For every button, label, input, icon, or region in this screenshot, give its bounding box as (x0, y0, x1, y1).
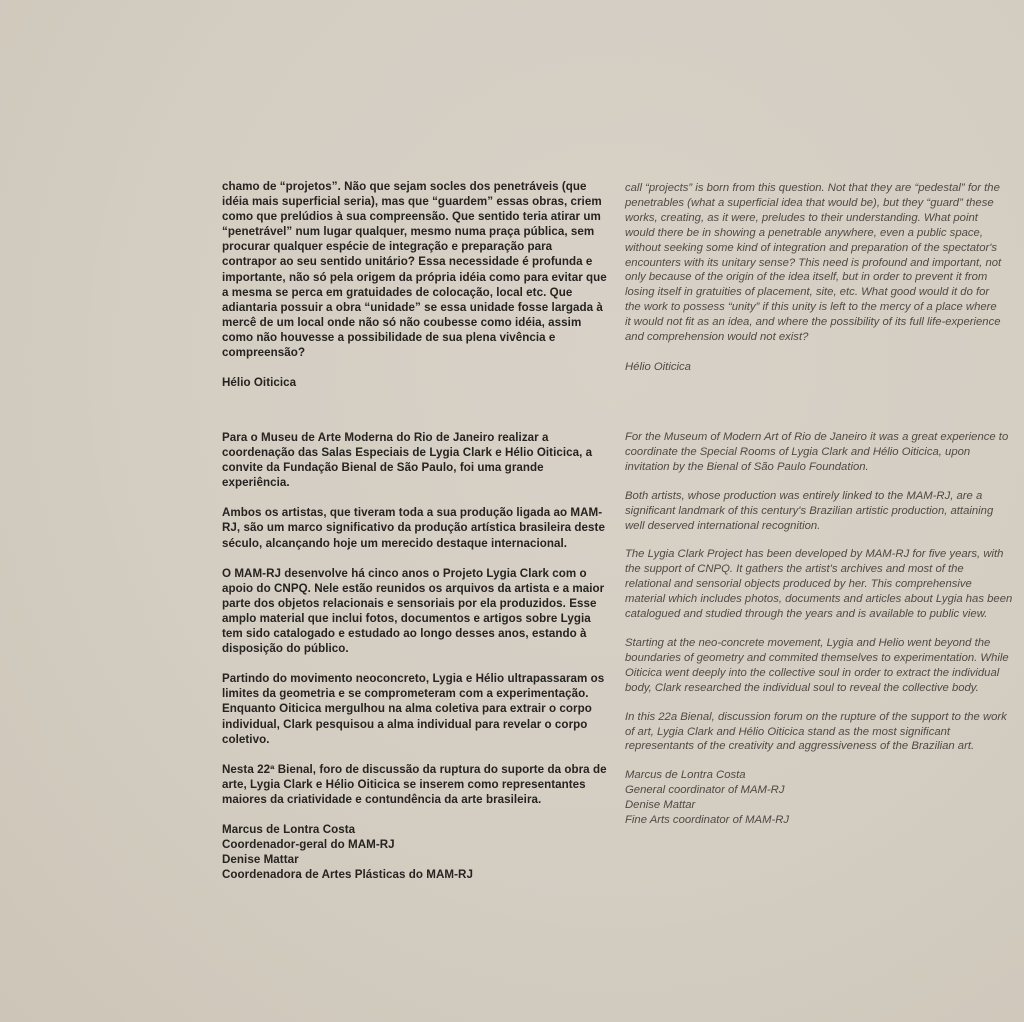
bottom-english-block (625, 430, 1017, 828)
bottom-english-signature: Marcus de Lontra Costa General coordinator of MAM-RJ Denise Mattar Fine Arts coordinator of MAM-RJ (625, 769, 790, 827)
bottom-portuguese-paragraph-2: Ambos os artistas, que tiveram toda a sua produção ligada ao MAM- RJ, são um marco significativo da produção artística brasileira deste século, alcançando hoje um merecido destaque internacional. (222, 506, 605, 550)
top-english-block (625, 181, 1017, 375)
top-portuguese-signature: Hélio Oiticica (222, 376, 297, 390)
bottom-english-paragraph-4: Starting at the neo-concrete movement, Lygia and Helio went beyond the boundaries of geometry and commited themselves to experimentation. While Oiticica went deeply into the collective soul in order to extract the individual body, Clark researched the individual soul to reveal the collective body. (625, 636, 1009, 694)
bottom-portuguese-paragraph-4: Partindo do movimento neoconcreto, Lygia e Hélio ultrapassaram os limites da geometria e se comprometeram com a experimentação. Enquanto Oiticica mergulhou na alma coletiva para extrair o corpo individual, Clark pesquisou a alma individual para revelar o corpo coletivo. (222, 672, 605, 746)
bottom-english-paragraph-2: Both artists, whose production was entirely linked to the MAM-RJ, are a significant landmark of this century's Brazilian artistic production, attaining well deserved international recognition. (625, 489, 994, 532)
bottom-english-paragraph-3: The Lygia Clark Project has been developed by MAM-RJ for five years, with the support of CNPQ. It gathers the artist's archives and most of the relational and sensorial objects produced by her. This comprehensive material which includes photos, documents and articles about Lygia has been catalogued and studied through the years and is available to public view. (625, 548, 1013, 621)
bottom-portuguese-block (222, 430, 612, 882)
top-portuguese-block (222, 179, 612, 390)
bottom-portuguese-paragraph-5: Nesta 22ª Bienal, foro de discussão da ruptura do suporte da obra de arte, Lygia Clark e Hélio Oiticica se inserem como representantes maiores da criatividade e contundência da arte brasileira. (222, 762, 607, 806)
top-english-paragraph: call “projects” is born from this question. Not that they are “pedestal” for the penetrables (what a superficial idea that would be), but they “guard” these works, creating, as it were, preludes to their understanding. What point would there be in showing a penetrable anywhere, even a public space, without seeking some kind of integration and preparation of the spectator's encounters with its unitary sense? This need is profound and important, not only because of the origin of the idea itself, but in order to prevent it from losing itself in gratuities of placement, site, etc. What good would it do for the work to possess “unity” if this unity is left to the mercy of a place where it would not fit as an idea, and where the possibility of its full life-experience and comprehension would not exist? (625, 182, 1002, 344)
bottom-portuguese-paragraph-1: Para o Museu de Arte Moderna do Rio de Janeiro realizar a coordenação das Salas Especiais de Lygia Clark e Hélio Oiticica, a convite da Fundação Bienal de São Paulo, foi uma grande experiência. (222, 431, 593, 490)
bottom-english-paragraph-1: For the Museum of Modern Art of Rio de Janeiro it was a great experience to coordinate the Special Rooms of Lygia Clark and Hélio Oiticica, upon invitation by the Bienal of São Paulo Foundation. (625, 431, 1009, 473)
bottom-portuguese-paragraph-3: O MAM-RJ desenvolve há cinco anos o Projeto Lygia Clark com o apoio do CNPQ. Nele estão reunidos os arquivos da artista e a maior parte dos objetos relacionais e sensoriais por ela produzidos. Esse amplo material que inclui fotos, documentos e artigos sobre Lygia tem sido catalogado e estudado ao longo desses anos, estando à disposição do público. (222, 566, 605, 656)
bottom-portuguese-signature: Marcus de Lontra Costa Coordenador-geral do MAM-RJ Denise Mattar Coordenadora de Artes Plásticas do MAM-RJ (222, 822, 473, 882)
top-portuguese-paragraph: chamo de “projetos”. Não que sejam socles dos penetráveis (que idéia mais superficial seria), mas que “guardem” essas obras, criem como que prelúdios à sua compreensão. Que sentido teria atirar um “penetrável” num lugar qualquer, mesmo numa praça pública, sem procurar qualquer espécie de integração e preparação para contrapor ao seu sentido unitário? Essa necessidade é profunda e importante, não só pela origem da própria idéia como para evitar que a mesma se perca em gratuidades de colocação, local etc. Que adiantaria possuir a obra “unidade” se essa unidade fosse largada à mercê de um local onde não só não coubesse como idéia, assim como não houvesse a possibilidade de sua plena vivência e compreensão? (222, 180, 607, 360)
bottom-english-paragraph-5: In this 22a Bienal, discussion forum on the rupture of the support to the work of art, Lygia Clark and Hélio Oiticica stand as the most significant representants of the creativity and aggressiveness of the Brazilian art. (625, 710, 1007, 753)
top-english-signature: Hélio Oiticica (625, 360, 691, 373)
